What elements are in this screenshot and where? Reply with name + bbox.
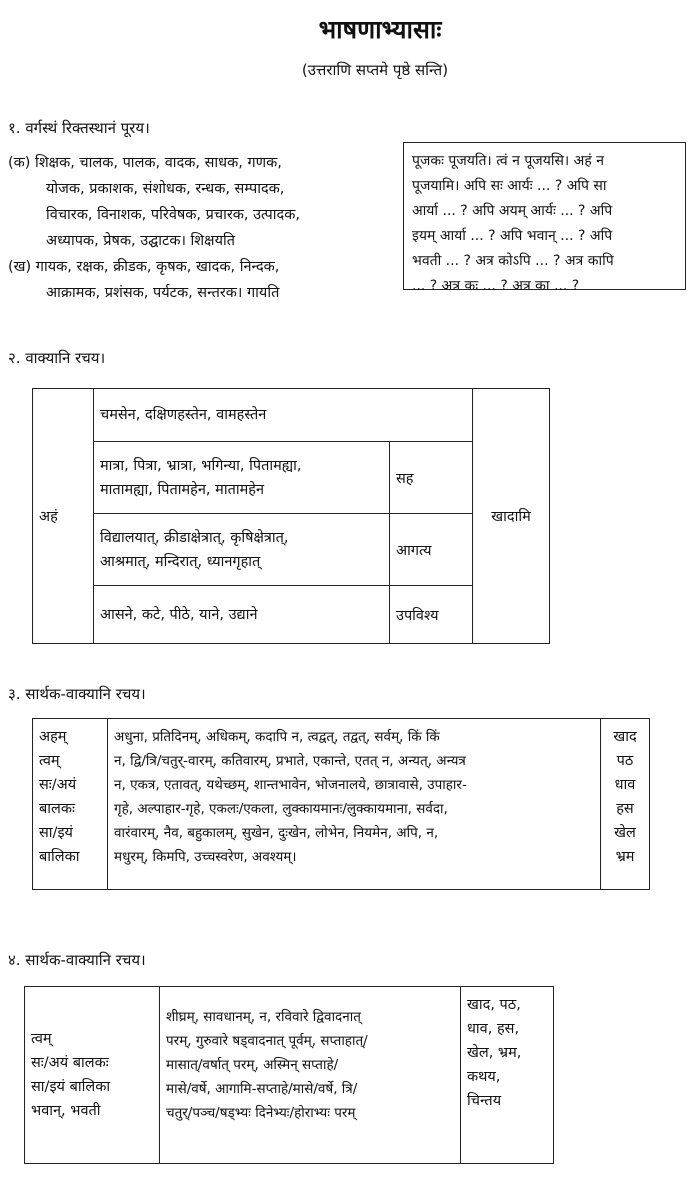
subject-cell: अहं bbox=[33, 389, 94, 644]
subject-word: सा/इयं बालिका bbox=[31, 1079, 111, 1095]
word-cell: उपविश्य bbox=[390, 586, 473, 644]
verb-word: धाव, हस, bbox=[467, 1021, 520, 1037]
section4-heading: ४. सार्थक-वाक्यानि रचय। bbox=[8, 951, 146, 969]
subject-word: बालकः bbox=[39, 801, 75, 817]
ka-line: योजक, प्रकाशक, संशोधक, रन्धक, सम्पादक, bbox=[46, 181, 285, 197]
page-title: भाषणाभ्यासाः bbox=[318, 15, 442, 44]
kha-line: आक्रामक, प्रशंसक, पर्यटक, सन्तरक। गायति bbox=[46, 285, 280, 301]
verb-word: खेल, भ्रम, bbox=[467, 1045, 522, 1061]
section3-heading: ३. सार्थक-वाक्यानि रचय। bbox=[8, 685, 146, 703]
section1-ka-list bbox=[8, 150, 300, 306]
adverbs-cell bbox=[160, 987, 461, 1164]
pujaka-box bbox=[403, 142, 686, 294]
box-line: ... ? अत्र कः ... ? अत्र का ... ? bbox=[412, 278, 580, 294]
section4-table bbox=[24, 986, 554, 1164]
adverb-line: चतुर्/पञ्च/षड्भ्यः दिनेभ्यः/होराभ्यः परम् bbox=[166, 1105, 356, 1121]
adverbs-cell bbox=[108, 719, 601, 890]
subjects-cell bbox=[25, 987, 160, 1164]
box-line: भवती ... ? अत्र कोऽपि ... ? अत्र कापि bbox=[412, 253, 614, 269]
adverb-line: शीघ्रम्, सावधानम्, न, रविवारे द्विवादनात् bbox=[166, 1009, 361, 1025]
adverb-line: न, एकत्र, एतावत्, यथेच्छम्, शान्तभावेन, भोजनालये, छात्रावासे, उपाहार- bbox=[114, 777, 467, 793]
verb-word: खेल bbox=[614, 825, 636, 841]
verb-word: पठ bbox=[616, 753, 634, 769]
subject-word: भवान्, भवती bbox=[31, 1103, 101, 1119]
adverb-line: मासे/वर्षे, आगामि-सप्ताहे/मासे/वर्षे, त्रि/ bbox=[166, 1081, 358, 1097]
adverb-line: अधुना, प्रतिदिनम्, अधिकम्, कदापि न, त्वद्वत्, तद्वत्, सर्वम्, किं किं bbox=[114, 729, 440, 745]
cell-line: चमसेन, दक्षिणहस्तेन, वामहस्तेन bbox=[100, 407, 267, 424]
subject-word: सः/अयं बालकः bbox=[31, 1055, 109, 1071]
adverb-line: न, द्वि/त्रि/चतुर्-वारम्, कतिवारम्, प्रभाते, एकान्ते, एतत् न, अन्यत्, अन्यत्र bbox=[114, 753, 466, 769]
section3-table bbox=[32, 718, 650, 890]
ka-line: (क) शिक्षक, चालक, पालक, वादक, साधक, गणक, bbox=[8, 155, 282, 171]
subject-word: अहम् bbox=[39, 729, 67, 745]
verb-word: कथय, bbox=[467, 1069, 501, 1085]
verbs-cell bbox=[601, 719, 650, 890]
verb-cell: खादामि bbox=[473, 389, 550, 644]
subject-word: सः/अयं bbox=[39, 777, 77, 793]
word-cell: सह bbox=[390, 442, 473, 514]
subject-word: बालिका bbox=[39, 849, 80, 865]
cell-line: आसने, कटे, पीठे, याने, उद्याने bbox=[100, 606, 258, 623]
adverb-line: मासात्/वर्षात् परम्, अस्मिन् सप्ताहे/ bbox=[166, 1057, 339, 1073]
verb-word: हस bbox=[616, 801, 634, 817]
section2-heading: २. वाक्यानि रचय। bbox=[8, 349, 106, 367]
cell-line: मातामह्या, पितामहेन, मातामहेन bbox=[100, 481, 265, 498]
verb-word: धाव bbox=[614, 777, 636, 793]
kha-line: (ख) गायक, रक्षक, क्रीडक, कृषक, खादक, निन्दक, bbox=[8, 259, 280, 275]
word-cell: आगत्य bbox=[390, 514, 473, 586]
subjects-cell bbox=[33, 719, 108, 890]
subject-word: त्वम् bbox=[39, 753, 60, 769]
section1-heading: १. वर्गस्थं रिक्तस्थानं पूरय। bbox=[8, 119, 150, 137]
adverb-line: परम्, गुरुवारे षड्वादनात् पूर्वम्, सप्ताहात्/ bbox=[166, 1033, 368, 1049]
cell-line: मात्रा, पित्रा, भ्रात्रा, भगिन्या, पितामह्या, bbox=[100, 457, 302, 474]
verb-word: खाद bbox=[613, 729, 637, 745]
cell-line: आश्रमात्, मन्दिरात्, ध्यानगृहात् bbox=[100, 553, 261, 570]
box-line: आर्या ... ? अपि अयम् आर्यः ... ? अपि bbox=[412, 203, 613, 219]
origin-cell bbox=[94, 514, 390, 586]
cell-line: विद्यालयात्, क्रीडाक्षेत्रात्, कृषिक्षेत्रात्, bbox=[100, 529, 289, 546]
subject-word: त्वम् bbox=[31, 1031, 52, 1047]
verb-word: चिन्तय bbox=[467, 1093, 502, 1109]
verb-word: भ्रम bbox=[615, 849, 635, 865]
box-line: इयम् आर्या ... ? अपि भवान् ... ? अपि bbox=[412, 228, 613, 244]
subject-word: सा/इयं bbox=[39, 825, 73, 841]
adverb-line: मधुरम्, किमपि, उच्चस्वरेण, अवश्यम्। bbox=[114, 849, 297, 865]
box-line: पूजयामि। अपि सः आर्यः ... ? अपि सा bbox=[412, 178, 607, 194]
verbs-cell bbox=[461, 987, 554, 1164]
section2-table bbox=[32, 388, 550, 644]
page-subtitle: (उत्तराणि सप्तमे पृष्ठे सन्ति) bbox=[301, 61, 449, 79]
verb-word: खाद, पठ, bbox=[467, 997, 521, 1013]
adverb-line: गृहे, अल्पाहार-गृहे, एकलः/एकला, लुक्कायमानः/लुक्कायमाना, सर्वदा, bbox=[114, 801, 448, 817]
ka-line: विचारक, विनाशक, परिवेषक, प्रचारक, उत्पादक, bbox=[46, 207, 300, 223]
adverb-line: वारंवारम्, नैव, बहुकालम्, सुखेन, दुःखेन, लोभेन, नियमेन, अपि, न, bbox=[114, 825, 439, 841]
companion-cell bbox=[94, 442, 390, 514]
ka-line: अध्यापक, प्रेषक, उद्घाटक। शिक्षयति bbox=[46, 233, 235, 249]
box-line: पूजकः पूजयति। त्वं न पूजयसि। अहं न bbox=[412, 153, 605, 169]
seat-cell bbox=[94, 586, 390, 644]
instrument-cell bbox=[94, 389, 473, 442]
